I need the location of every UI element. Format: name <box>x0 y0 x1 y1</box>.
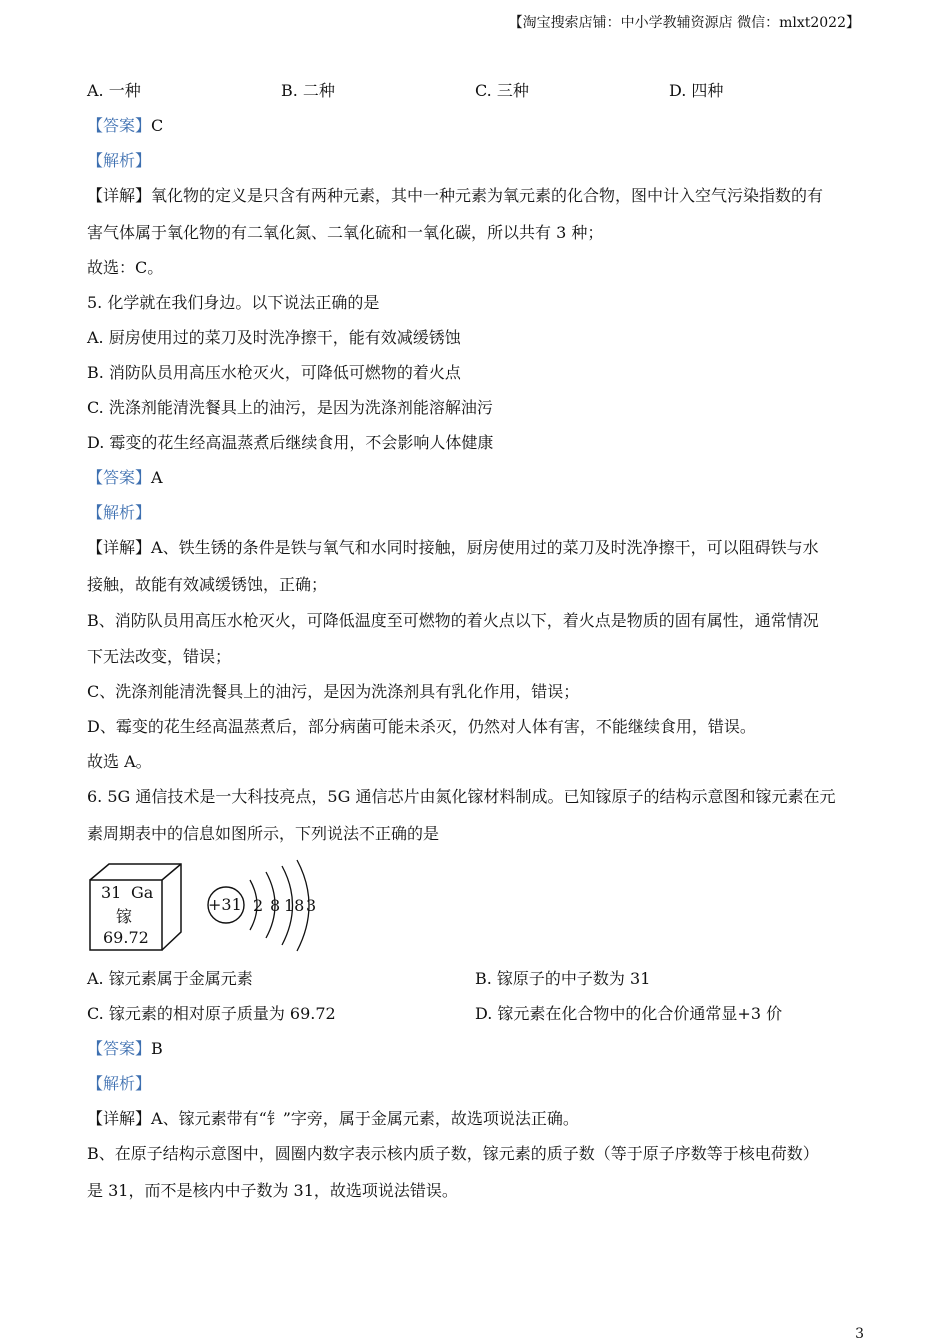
q6-analysis-tag: 【解析】 <box>87 1074 152 1093</box>
q6-detail-a <box>87 1108 579 1130</box>
q5-stem: 5. 化学就在我们身边。以下说法正确的是 <box>87 293 380 312</box>
q4-detail-line-2: 害气体属于氧化物的有二氧化氮、二氧化硫和一氧化碳，所以共有 3 种； <box>87 223 604 242</box>
q4-option-d: D. 四种 <box>669 81 724 100</box>
nucleus-charge: +31 <box>208 895 242 914</box>
detail-text: A、铁生锈的条件是铁与氧气和水同时接触，厨房使用过的菜刀及时洗净擦干，可以阻碍铁与水 <box>151 538 819 557</box>
answer-tag: 【答案】 <box>87 116 152 135</box>
q5-option-a: A. 厨房使用过的菜刀及时洗净擦干，能有效减缓锈蚀 <box>87 328 461 347</box>
q5-detail-b-line-2: 下无法改变，错误； <box>87 647 232 666</box>
q6-detail-b-line-2: 是 31，而不是核内中子数为 31，故选项说法错误。 <box>87 1181 458 1200</box>
atomic-number: 31 <box>101 883 122 902</box>
q5-detail-a-line-1 <box>87 537 819 559</box>
shell-4-electrons: 3 <box>306 896 317 915</box>
detail-tag: 【详解】 <box>87 186 152 205</box>
answer-tag: 【答案】 <box>87 468 152 487</box>
q5-detail-c: C、洗涤剂能清洗餐具上的油污，是因为洗涤剂具有乳化作用，错误； <box>87 682 580 701</box>
q4-option-a: A. 一种 <box>87 81 141 100</box>
q5-detail-a-line-2: 接触，故能有效减缓锈蚀，正确； <box>87 575 328 594</box>
q4-analysis-tag: 【解析】 <box>87 151 152 170</box>
shell-3-electrons: 18 <box>284 896 305 915</box>
q5-answer <box>87 467 163 489</box>
q4-detail-line-1 <box>87 185 823 207</box>
shell-1-electrons: 2 <box>253 896 264 915</box>
q6-detail-b-line-1: B、在原子结构示意图中，圆圈内数字表示核内质子数，镓元素的质子数（等于原子序数等于核电荷数） <box>87 1144 819 1163</box>
detail-tag: 【详解】 <box>87 1109 152 1128</box>
answer-tag: 【答案】 <box>87 1039 152 1058</box>
periodic-table-card <box>89 862 184 952</box>
q4-conclusion: 故选：C。 <box>87 258 164 277</box>
q5-option-c: C. 洗涤剂能清洗餐具上的油污，是因为洗涤剂能溶解油污 <box>87 398 493 417</box>
element-name: 镓 <box>116 907 133 926</box>
q4-option-b: B. 二种 <box>281 81 335 100</box>
detail-text: 氧化物的定义是只含有两种元素，其中一种元素为氧元素的化合物，图中计入空气污染指数的有 <box>151 186 824 205</box>
q4-answer <box>87 115 163 137</box>
page-header: 【淘宝搜索店铺：中小学教辅资源店 微信：mlxt2022】 <box>508 15 860 31</box>
atomic-mass: 69.72 <box>103 928 149 947</box>
q6-option-b: B. 镓原子的中子数为 31 <box>475 969 651 988</box>
page-number: 3 <box>855 1326 864 1342</box>
q6-stem-line-1: 6. 5G 通信技术是一大科技亮点，5G 通信芯片由氮化镓材料制成。已知镓原子的结构示意图和镓元素在元 <box>87 787 836 806</box>
answer-value: C <box>151 116 164 135</box>
q6-option-a: A. 镓元素属于金属元素 <box>87 969 253 988</box>
answer-value: B <box>151 1039 163 1058</box>
q5-conclusion: 故选 A。 <box>87 752 152 771</box>
detail-text: A、镓元素带有“钅”字旁，属于金属元素，故选项说法正确。 <box>151 1109 579 1128</box>
atomic-structure-diagram <box>204 858 324 954</box>
q6-option-d: D. 镓元素在化合物中的化合价通常显+3 价 <box>475 1004 783 1023</box>
detail-tag: 【详解】 <box>87 538 152 557</box>
q5-detail-b-line-1: B、消防队员用高压水枪灭火，可降低温度至可燃物的着火点以下，着火点是物质的固有属性，通常情况 <box>87 611 819 630</box>
q5-option-d: D. 霉变的花生经高温蒸煮后继续食用，不会影响人体健康 <box>87 433 494 452</box>
q6-stem-line-2: 素周期表中的信息如图所示，下列说法不正确的是 <box>87 824 440 843</box>
answer-value: A <box>151 468 163 487</box>
q6-answer <box>87 1038 163 1060</box>
q4-option-c: C. 三种 <box>475 81 529 100</box>
q5-detail-d: D、霉变的花生经高温蒸煮后，部分病菌可能未杀灭，仍然对人体有害，不能继续食用，错误。 <box>87 717 756 736</box>
element-symbol: Ga <box>131 883 154 902</box>
q5-option-b: B. 消防队员用高压水枪灭火，可降低可燃物的着火点 <box>87 363 461 382</box>
q5-analysis-tag: 【解析】 <box>87 503 152 522</box>
q6-option-c: C. 镓元素的相对原子质量为 69.72 <box>87 1004 336 1023</box>
shell-2-electrons: 8 <box>270 896 281 915</box>
